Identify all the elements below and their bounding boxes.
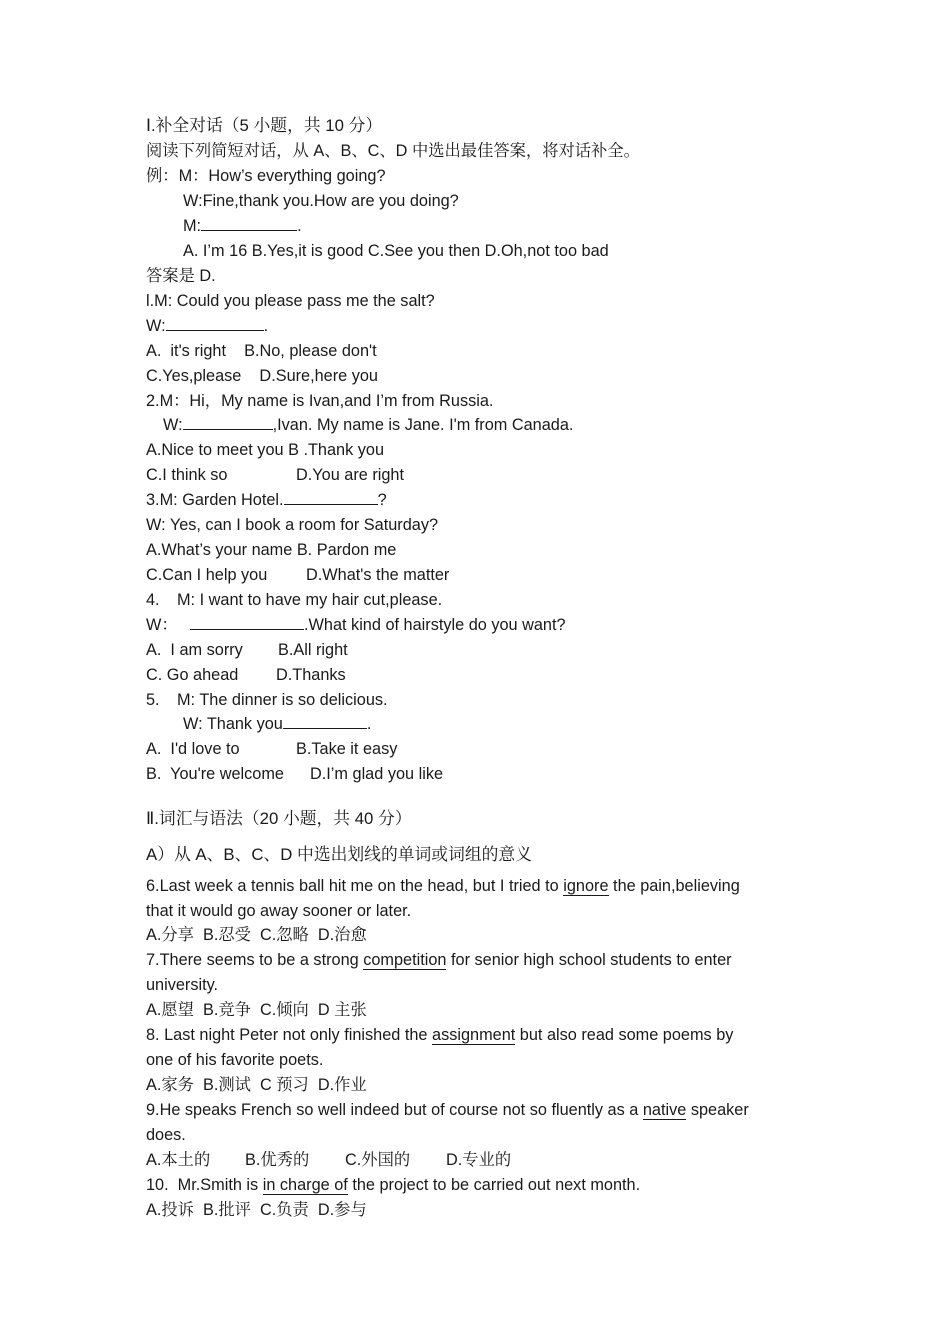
q2-reply-suffix: ,Ivan. My name is Jane. I'm from Canada. [272,416,574,434]
q1-options-1: A. it's right B.No, please don't [146,342,377,360]
q4-reply [190,615,566,635]
q8-stem-post: but also read some poems by [515,1026,734,1044]
q1-reply-suffix: . [263,317,269,335]
q1-stem: l.M: Could you please pass me the salt? [146,292,435,310]
q3-stem [146,490,387,510]
example-line2: W:Fine,thank you.How are you doing? [183,192,459,210]
q9-option-c: C.外国的 [345,1151,411,1169]
q5-option-a: A. I'd love to [146,740,240,758]
q1-reply [146,316,268,336]
q2-option-c: C.I think so [146,466,228,484]
example-options: A. I’m 16 B.Yes,it is good C.See you then D.Oh,not too bad [183,242,609,260]
q10-stem-post: the project to be carried out next month. [347,1176,641,1194]
q10-stem-pre: 10. Mr.Smith is [146,1176,263,1194]
q5-reply-prefix: W: Thank you [183,715,283,733]
q8-options: A.家务 B.测试 C 预习 D.作业 [146,1076,367,1094]
q9-stem [146,1100,749,1120]
example-reply-prefix: M: [183,217,202,235]
q8-stem-line2: one of his favorite poets. [146,1051,324,1069]
example-stem: M：How’s everything going? [178,167,386,185]
q7-stem-pre: 7.There seems to be a strong [146,951,364,969]
section2-title: Ⅱ.词汇与语法（20 小题，共 40 分） [146,809,412,828]
section2-subtitle: A）从 A、B、C、D 中选出划线的单词或词组的意义 [146,845,532,864]
q4-option-c: C. Go ahead [146,666,239,684]
q2-reply [163,415,573,435]
q2-options-1: A.Nice to meet you B .Thank you [146,441,385,459]
q9-underlined-word: native [642,1101,687,1119]
q3-stem-suffix: ? [377,491,387,509]
q5-option-d: D.I’m glad you like [310,765,444,783]
q5-option-b: B.Take it easy [296,740,398,758]
answer-blank [183,415,273,430]
answer-blank [201,216,297,231]
q9-stem-pre: 9.He speaks French so well indeed but of course not so fluently as a [146,1101,643,1119]
q4-number: 4. [146,591,160,609]
q2-stem: 2.M：Hi，My name is Ivan,and I’m from Russia. [146,392,494,410]
q6-stem-line2: that it would go away sooner or later. [146,902,412,920]
q9-option-b: B.优秀的 [245,1151,310,1169]
q7-stem-post: for senior high school students to enter [446,951,732,969]
q6-options: A.分享 B.忍受 C.忽略 D.治愈 [146,926,367,944]
answer-blank [190,615,304,630]
q9-option-d: D.专业的 [446,1151,512,1169]
q5-reply [183,714,371,734]
section1-instructions: 阅读下列简短对话，从 A、B、C、D 中选出最佳答案，将对话补全。 [146,142,640,160]
q7-underlined-word: competition [363,951,447,969]
q6-stem-pre: 6.Last week a tennis ball hit me on the head, but I tried to [146,877,564,895]
q4-reply-prefix: W： [146,616,178,634]
q7-stem [146,950,732,970]
q4-stem: M: I want to have my hair cut,please. [177,591,443,609]
q3-option-c: C.Can I help you [146,566,268,584]
answer-blank [284,490,378,505]
example-line3 [183,216,302,236]
q3-option-d: D.What's the matter [306,566,450,584]
q10-options: A.投诉 B.批评 C.负责 D.参与 [146,1201,367,1219]
example-reply-suffix: . [297,217,302,235]
q1-reply-prefix: W: [146,317,166,335]
q4-option-b: B.All right [278,641,348,659]
q5-reply-suffix: . [366,715,372,733]
q5-option-c: B. You're welcome [146,765,284,783]
q6-stem-post: the pain,believing [608,877,740,895]
example-answer: 答案是 D. [146,267,216,285]
q8-stem [146,1025,733,1045]
q9-option-a: A.本土的 [146,1151,211,1169]
example-line1 [146,166,386,186]
q4-option-d: D.Thanks [276,666,346,684]
q9-stem-post: speaker [686,1101,749,1119]
q5-stem: M: The dinner is so delicious. [177,691,388,709]
answer-blank [283,714,367,729]
q7-stem-line2: university. [146,976,219,994]
q9-stem-line2: does. [146,1126,186,1144]
q4-reply-suffix: .What kind of hairstyle do you want? [304,616,566,634]
q2-reply-prefix: W: [163,416,183,434]
q10-stem [146,1175,640,1195]
q6-underlined-word: ignore [563,877,609,895]
answer-blank [166,316,264,331]
example-label: 例： [146,167,179,185]
section1-title: Ⅰ.补全对话（5 小题，共 10 分） [146,116,383,135]
q8-underlined-word: assignment [432,1026,516,1044]
q10-underlined-phrase: in charge of [262,1176,348,1194]
q3-stem-prefix: 3.M: Garden Hotel. [146,491,284,509]
q3-reply: W: Yes, can I book a room for Saturday? [146,516,439,534]
q6-stem [146,876,740,896]
q1-options-2: C.Yes,please D.Sure,here you [146,367,378,385]
q3-options-1: A.What’s your name B. Pardon me [146,541,397,559]
q7-options: A.愿望 B.竞争 C.倾向 D 主张 [146,1001,367,1019]
q8-stem-pre: 8. Last night Peter not only finished the [146,1026,433,1044]
q4-option-a: A. I am sorry [146,641,243,659]
q5-number: 5. [146,691,160,709]
q2-option-d: D.You are right [296,466,405,484]
